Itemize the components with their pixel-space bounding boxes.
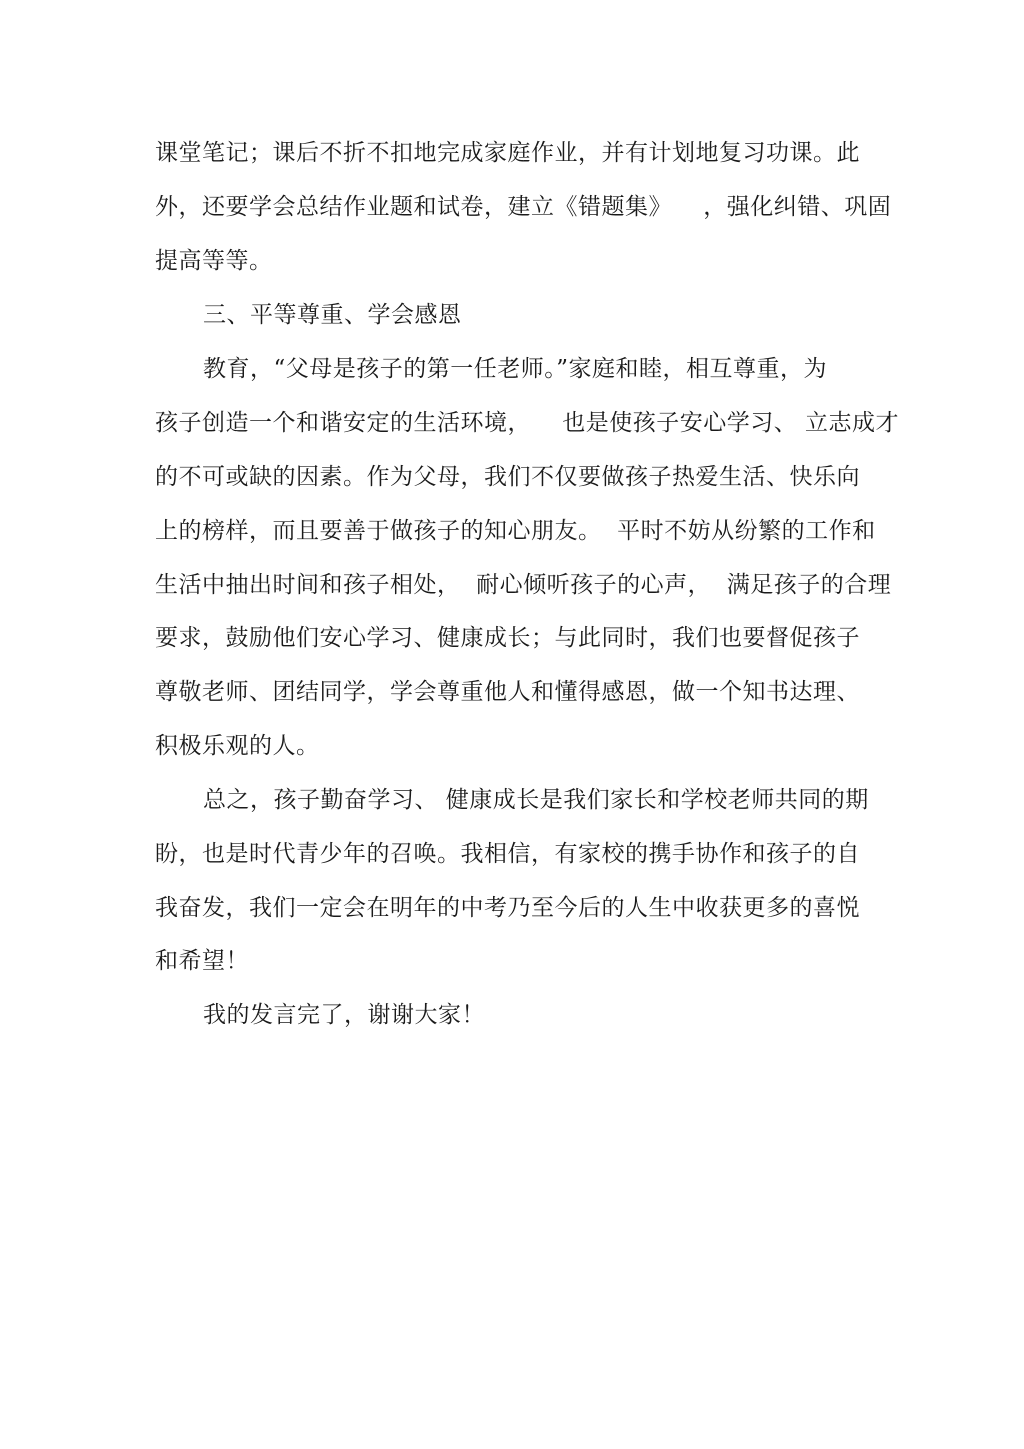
text-line: 的不可或缺的因素。作为父母，我们不仅要做孩子热爱生活、快乐向 (155, 464, 860, 490)
section-heading: 三、平等尊重、学会感恩 (203, 302, 462, 328)
text-line: 总之，孩子勤奋学习、 健康成长是我们家长和学校老师共同的期 (203, 787, 869, 813)
text-line: 积极乐观的人。 (155, 733, 320, 759)
text-line: 孩子创造一个和谐安定的生活环境， 也是使孩子安心学习、 立志成才 (155, 410, 900, 436)
text-line: 外，还要学会总结作业题和试卷，建立《错题集》 ，强化纠错、巩固 (155, 194, 892, 220)
text-line: 上的榜样，而且要善于做孩子的知心朋友。 平时不妨从纷繁的工作和 (155, 518, 876, 544)
text-line: 和希望！ (155, 948, 249, 974)
closing-line: 我的发言完了，谢谢大家！ (203, 1002, 485, 1028)
text-line: 提高等等。 (155, 248, 273, 274)
text-line: 要求，鼓励他们安心学习、健康成长；与此同时，我们也要督促孩子 (155, 625, 860, 651)
text-line: 生活中抽出时间和孩子相处， 耐心倾听孩子的心声， 满足孩子的合理 (155, 572, 892, 598)
text-line: 课堂笔记；课后不折不扣地完成家庭作业，并有计划地复习功课。此 (155, 140, 860, 166)
text-line: 我奋发，我们一定会在明年的中考乃至今后的人生中收获更多的喜悦 (155, 895, 860, 921)
text-line: 盼，也是时代青少年的召唤。我相信，有家校的携手协作和孩子的自 (155, 841, 860, 867)
text-line: 尊敬老师、团结同学，学会尊重他人和懂得感恩，做一个知书达理、 (155, 679, 860, 705)
text-line: 教育，“父母是孩子的第一任老师。”家庭和睦，相互尊重，为 (203, 356, 828, 382)
